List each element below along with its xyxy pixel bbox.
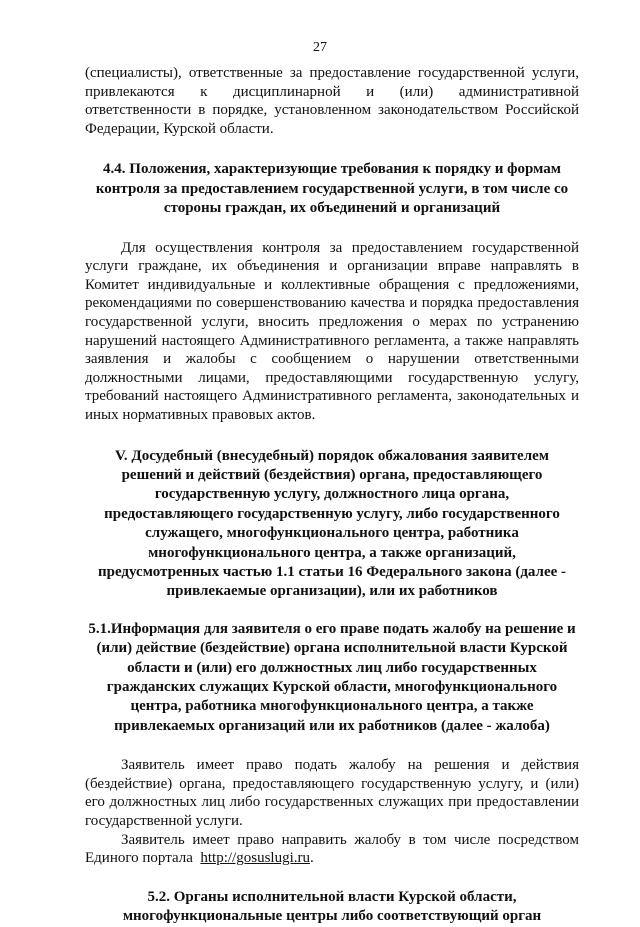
page-content	[85, 64, 579, 927]
heading-section-4-4: 4.4. Положения, характеризующие требования к порядку и формам контроля за предоставлением государственной услуги, в том числе со стороны граждан, их объединений и организаций	[95, 161, 569, 217]
portal-end: .	[309, 850, 314, 867]
intro-paragraph: (специалисты), ответственные за предоставление государственной услуги, привлекаются к дисциплинарной и (или) административной ответственности в порядке, установленном законодательством Российской Федерации, Курской области.	[85, 65, 579, 137]
complaint-right-paragraph: Заявитель имеет право подать жалобу на решения и действия (бездействие) органа, предоставляющего государственную услугу, и (или) его должностных лиц либо государственных служащих при предоставлении государственной услуги.	[85, 757, 579, 829]
portal-text: Заявитель имеет право направить жалобу в том числе посредством Единого портала	[85, 831, 579, 867]
control-paragraph: Для осуществления контроля за предоставлением государственной услуги граждане, их объединения и организации вправе направлять в Комитет индивидуальные и коллективные обращения с предложениями, рекомендациями по совершенствованию качества и порядка предоставления государственной услуги, вносить предложения о мерах по устранению нарушений настоящего Административного регламента, а также направлять заявления и жалобы с сообщением о нарушении ответственными должностными лицами, предоставляющими государственную услугу, требований настоящего Административного регламента, законодательных и иных нормативных правовых актов.	[85, 239, 579, 423]
heading-section-5: V. Досудебный (внесудебный) порядок обжалования заявителем решений и действий (бездействия) органа, предоставляющего государственную услугу, должностного лица органа, предоставляющего государственную услугу, либо государственного служащего, многофункционального центра, работника многофункционального центра, а также организаций, предусмотренных частью 1.1 статьи 16 Федерального закона (далее - привлекаемые организации), или их работников	[97, 447, 567, 600]
heading-section-5-2: 5.2. Органы исполнительной власти Курской области, многофункциональные центры либо соответствующий орган	[122, 888, 542, 925]
heading-section-5-1: 5.1.Информация для заявителя о его праве подать жалобу на решение и (или) действие (бездействие) органа исполнительной власти Курской области и (или) его должностных лиц либо государственных гражданских служащих Курской области, многофункционального центра, работника многофункционального центра, а также привлекаемых организаций или их работников (далее - жалоба)	[88, 620, 576, 734]
page-number: 27	[313, 40, 327, 55]
portal-paragraph	[85, 831, 579, 868]
gosuslugi-link[interactable]: http://gosuslugi.ru	[200, 850, 310, 867]
